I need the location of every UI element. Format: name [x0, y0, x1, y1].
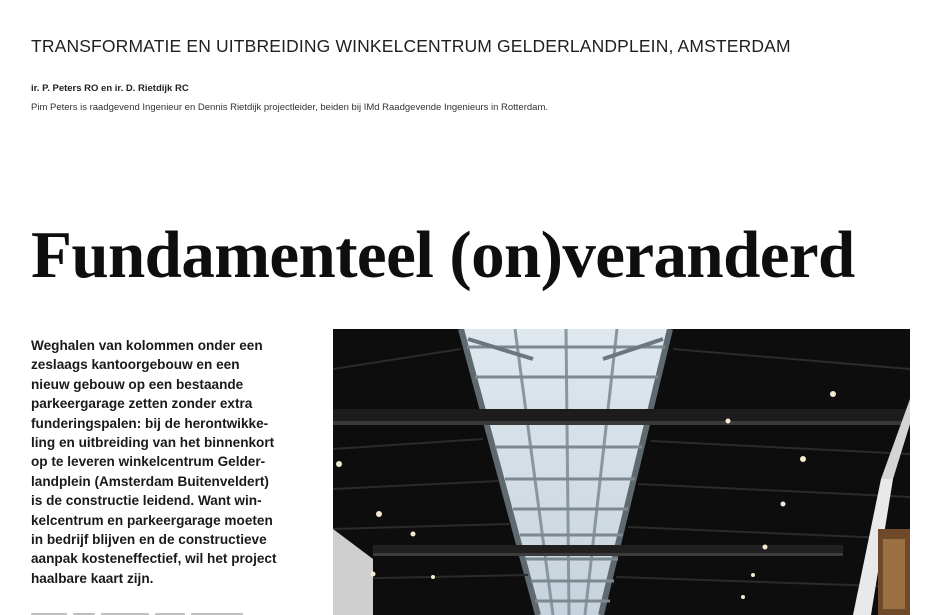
- author-affiliation: Pim Peters is raadgevend Ingenieur en Dennis Rietdijk projectleider, beiden bij IMd Raadgevende Ingenieurs in Rotterdam.: [31, 102, 548, 113]
- intro-line: in bedrijf blijven en de constructieve: [31, 532, 267, 548]
- cut-off-text-line: [31, 606, 271, 615]
- atrium-roof-photo: [333, 329, 910, 615]
- article-title: Fundamenteel (on)veranderd: [31, 218, 855, 292]
- intro-line: is de constructie leidend. Want win-: [31, 493, 262, 509]
- intro-line: ling en uitbreiding van het binnenkort: [31, 435, 275, 451]
- intro-line: Weghalen van kolommen onder een: [31, 338, 263, 353]
- intro-line: funderingspalen: bij de herontwikke-: [31, 415, 269, 431]
- author-names: ir. P. Peters RO en ir. D. Rietdijk RC: [31, 83, 189, 94]
- atrium-roof-illustration: [333, 329, 910, 615]
- intro-line: op te leveren winkelcentrum Gelder-: [31, 454, 266, 470]
- intro-line: zeslaags kantoorgebouw en een: [31, 357, 240, 373]
- article-intro: [31, 336, 321, 588]
- intro-line: landplein (Amsterdam Buitenveldert): [31, 473, 269, 489]
- intro-line: parkeergarage zetten zonder extra: [31, 396, 253, 412]
- intro-line: aanpak kosteneffectief, wil het project: [31, 551, 277, 567]
- intro-line: nieuw gebouw op een bestaande: [31, 376, 244, 392]
- intro-line: haalbare kaart zijn.: [31, 570, 154, 586]
- intro-line: kelcentrum en parkeergarage moeten: [31, 512, 273, 528]
- section-kicker: TRANSFORMATIE EN UITBREIDING WINKELCENTRUM GELDERLANDPLEIN, AMSTERDAM: [31, 36, 791, 56]
